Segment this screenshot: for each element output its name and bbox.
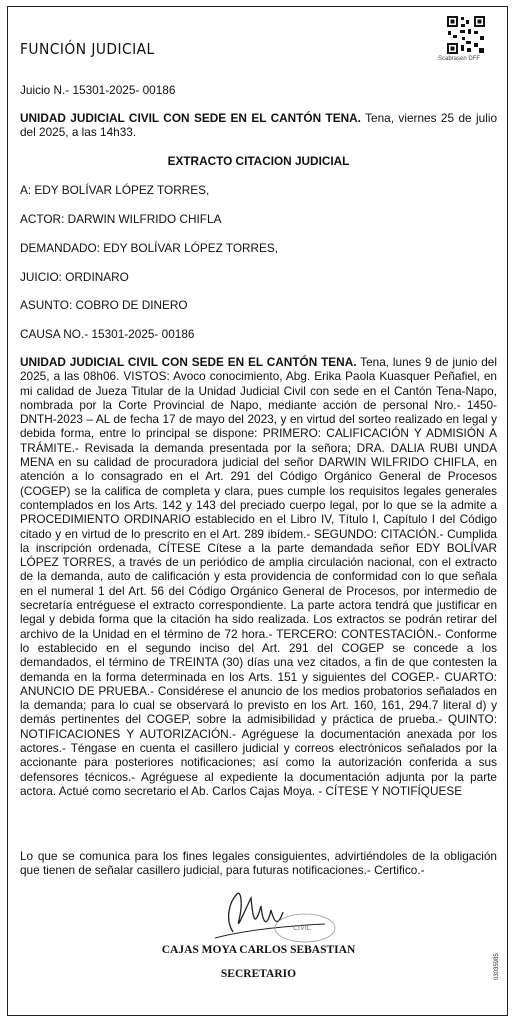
intro-date: Tena, viernes 25 de julio del 2025, a las 14h33.	[20, 111, 497, 140]
closing-paragraph: Lo que se comunica para los fines legales consiguientes, advirtiéndoles de la obligación que tienen de señalar casillero judicial, para futuras notificaciones.- Certifico.-	[20, 849, 497, 878]
actor: ACTOR: DARWIN WILFRIDO CHIFLA	[20, 212, 222, 226]
case-number: Juicio N.- 15301-2025- 00186	[20, 83, 176, 97]
body-text: Tena, lunes 9 de junio del 2025, a las 08h06. VISTOS: Avoco conocimiento, Abg. Erika Paola Kuasquer Peñafiel, en mi calidad de Jueza Titular de la Unidad Judicial Civil con sede en el Cantón Tena-Napo, nombrada por la Corte Provincial de Napo, mediante acción de personal Nro.- 1450-DNTH-2023 – AL de fecha 17 de mayo del 2023, y en virtud del sorteo realizado en legal y debida forma, entre lo principal se dispone: PRIMERO: CALIFICACIÓN Y ADMISIÓN A TRÁMITE.- Revisada la demanda presentada por la señora; DRA. DALIA RUBI UNDA MENA en su calidad de procuradora judicial del señor DARWIN WILFRIDO CHIFLA, en atención a lo consagrado en el Art. 291 del Código Orgánico General de Procesos (COGEP) se la califica de completa y clara, pues cumple los requisitos legales generales contemplados en los Arts. 142 y 143 del preciado cuerpo legal, por lo que se la admite a PROCEDIMIENTO ORDINARIO establecido en el Libro IV, Título I, Capítulo I del Código citado y en virtud de lo prescrito en el Art. 289 ibídem.- SEGUNDO: CITACIÓN.- Cumplida la inscripción ordenada, CÍTESE Cítese a la parte demandada señor EDY BOLÍVAR LÓPEZ TORRES, a través de un periódico de amplia circulación nacional, con el extracto de la demanda, auto de calificación y esta providencia de conformidad con lo que señala en el numeral 1 del Art. 56 del Código Orgánico General de Procesos, por intermedio de secretaría entréguese el extracto correspondiente. La parte actora tendrá que justificar en legal y debida forma que la citación ha sido realizada. Los extractos se podrán retirar del archivo de la Unidad en el término de 72 hora.- TERCERO: CONTESTACIÓN.- Conforme lo establecido en el segundo inciso del Art. 291 del COGEP se concede a los demandados, el término de TREINTA (30) días una vez citados, a fin de que contesten la demanda en la forma determinada en los Arts. 151 y siguientes del COGEP.- CUARTO: ANUNCIO DE PRUEBA.- Considérese el anuncio de los medios probatorios señalados en la demanda; para lo cual se observará lo previsto en los Art. 160, 161, 294.7 literal d) y demás pertinentes del COGEP, sobre la admisibilidad y práctica de prueba.- QUINTO: NOTIFICACIONES Y AUTORIZACIÓN.- Agréguese la documentación anexada por los actores.- Téngase en cuenta el casillero judicial y correos electrónicos señalados por la accionante para posteriores notificaciones; así como la autorización conferida a sus defensores técnicos.- Agréguese al expediente la documentación adjunta por la parte actora. Actué como secretario el Ab. Carlos Cajas Moya. - CÍTESE Y NOTIFÍQUESE	[20, 355, 497, 798]
signatory-role: SECRETARIO	[220, 968, 297, 980]
brand-logo-text: FUNCIÓN JUDICIAL	[20, 40, 155, 58]
cause-number: CAUSA NO.- 15301-2025- 00186	[20, 327, 195, 341]
addressee: A: EDY BOLÍVAR LÓPEZ TORRES,	[20, 183, 210, 197]
footer-code: 03035985	[494, 953, 500, 980]
qr-code-icon	[446, 15, 486, 55]
subject: ASUNTO: COBRO DE DINERO	[20, 298, 188, 312]
stamp-text: CIVIL	[293, 924, 311, 932]
defendant: DEMANDADO: EDY BOLÍVAR LÓPEZ TORRES,	[20, 241, 279, 255]
main-body-paragraph	[20, 355, 497, 798]
document-title: EXTRACTO CITACION JUDICIAL	[167, 154, 350, 168]
signatory-name: CAJAS MOYA CARLOS SEBASTIAN	[161, 944, 356, 956]
intro-court-name: UNIDAD JUDICIAL CIVIL CON SEDE EN EL CANTÓN TENA.	[20, 111, 361, 125]
trial-type: JUICIO: ORDINARO	[20, 270, 129, 284]
body-court-name: UNIDAD JUDICIAL CIVIL CON SEDE EN EL CANTÓN TENA.	[20, 355, 357, 369]
qr-caption: Scabrasen DFF	[438, 56, 481, 62]
intro-paragraph	[20, 111, 497, 140]
